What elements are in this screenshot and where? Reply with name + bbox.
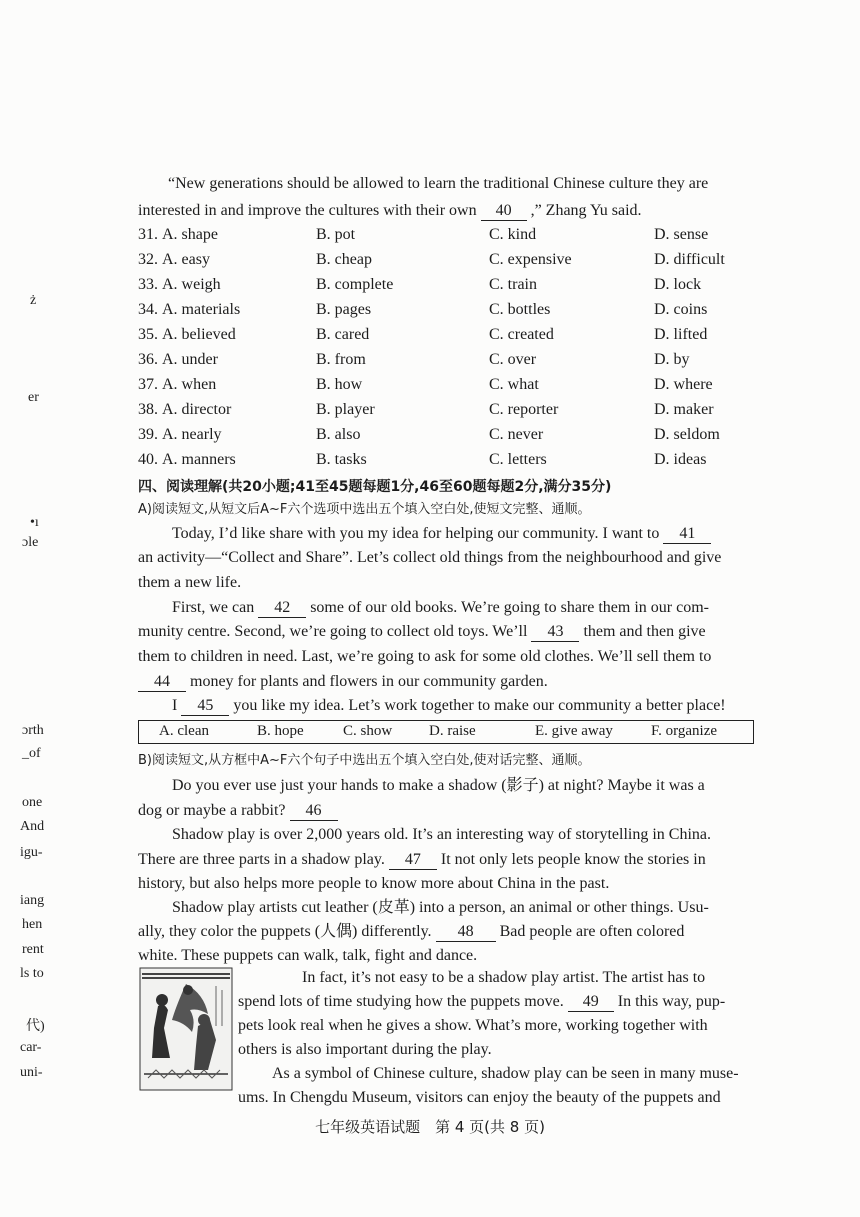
option-d: D. sense [654, 226, 709, 243]
option-a: A. manners [162, 451, 236, 468]
margin-fragment: •ı [30, 515, 39, 530]
question-number: 37. [138, 376, 158, 393]
margin-fragment: car- [20, 1040, 42, 1055]
option-c: C. what [489, 376, 539, 393]
option-a: A. shape [162, 226, 218, 243]
option-c: C. expensive [489, 251, 572, 268]
section-title: 四、阅读理解(共20小题;41至45题每题1分,46至60题每题2分,满分35分) [138, 479, 612, 495]
intro-line-1: “New generations should be allowed to learn the traditional Chinese culture they are [168, 175, 709, 192]
option-d: D. maker [654, 401, 714, 418]
option-c: C. created [489, 326, 554, 343]
intro-text: interested in and improve the cultures with their own [138, 202, 477, 219]
option-d: D. lock [654, 276, 702, 293]
intro-line-2 [138, 201, 642, 221]
passage-b-line: pets look real when he gives a show. What’s more, working together with [238, 1017, 708, 1034]
option-a: A. believed [162, 326, 236, 343]
option-row [138, 251, 758, 273]
blank-42: 42 [258, 599, 306, 618]
question-number: 35. [138, 326, 158, 343]
passage-b-line [138, 922, 684, 942]
choice-item: A. clean [159, 723, 209, 739]
option-d: D. where [654, 376, 713, 393]
passage-a-line [138, 622, 706, 642]
question-number: 33. [138, 276, 158, 293]
option-b: B. complete [316, 276, 394, 293]
passage-a-line [138, 672, 548, 692]
blank-43: 43 [531, 623, 579, 642]
margin-fragment: ż [30, 293, 37, 308]
option-row [138, 301, 758, 323]
option-d: D. difficult [654, 251, 725, 268]
passage-text: munity centre. Second, we’re going to collect old toys. We’ll [138, 623, 528, 640]
margin-fragment: iang [20, 893, 45, 908]
passage-b-line: others is also important during the play. [238, 1041, 492, 1058]
passage-text: First, we can [172, 599, 255, 616]
choice-item: D. raise [429, 723, 476, 739]
passage-text: ally, they color the puppets (人偶) differently. [138, 923, 432, 940]
passage-text: some of our old books. We’re going to share them in our com- [310, 599, 709, 616]
passage-b-line: In fact, it’s not easy to be a shadow play artist. The artist has to [302, 969, 706, 986]
passage-b-line: history, but also helps more people to know more about China in the past. [138, 875, 610, 892]
blank-44: 44 [138, 673, 186, 692]
passage-text: I [172, 697, 178, 714]
option-b: B. also [316, 426, 361, 443]
passage-b-line: As a symbol of Chinese culture, shadow play can be seen in many muse- [272, 1065, 739, 1082]
choice-item: F. organize [651, 723, 718, 739]
option-row [138, 326, 758, 348]
margin-fragment: And [20, 819, 45, 834]
passage-text: them and then give [583, 623, 706, 640]
option-b: B. pot [316, 226, 356, 243]
question-number: 39. [138, 426, 158, 443]
passage-a-line [172, 598, 709, 618]
option-c: C. over [489, 351, 537, 368]
option-b: B. how [316, 376, 363, 393]
section-b-instruction: B)阅读短文,从方框中A~F六个句子中选出五个填入空白处,使对话完整、通顺。 [138, 753, 591, 768]
blank-41: 41 [663, 525, 711, 544]
question-number: 36. [138, 351, 158, 368]
margin-fragment: one [22, 795, 43, 810]
option-a: A. when [162, 376, 217, 393]
option-row [138, 351, 758, 373]
option-b: B. tasks [316, 451, 367, 468]
shadow-play-illustration [138, 966, 234, 1092]
passage-text: dog or maybe a rabbit? [138, 802, 286, 819]
option-row [138, 226, 758, 248]
blank-47: 47 [389, 851, 437, 870]
passage-b-line [138, 850, 706, 870]
option-c: C. kind [489, 226, 537, 243]
option-c: C. letters [489, 451, 547, 468]
option-b: B. pages [316, 301, 372, 318]
choice-item: B. hope [257, 723, 304, 739]
option-row [138, 401, 758, 423]
option-d: D. lifted [654, 326, 708, 343]
passage-b-line: Shadow play artists cut leather (皮革) into a person, an animal or other things. Usu- [172, 899, 709, 916]
margin-fragment: rent [22, 942, 44, 957]
option-d: D. ideas [654, 451, 707, 468]
passage-text: you like my idea. Let’s work together to make our community a better place! [233, 697, 726, 714]
blank-40: 40 [481, 202, 527, 221]
passage-text: It not only lets people know the stories in [440, 851, 706, 868]
margin-fragment: er [28, 390, 39, 405]
passage-text: money for plants and flowers in our community garden. [190, 673, 548, 690]
intro-text: ,” Zhang Yu said. [530, 202, 642, 219]
option-b: B. from [316, 351, 366, 368]
choice-item: C. show [343, 723, 393, 739]
passage-b-line: ums. In Chengdu Museum, visitors can enjoy the beauty of the puppets and [238, 1089, 721, 1106]
option-c: C. never [489, 426, 544, 443]
blank-48: 48 [436, 923, 496, 942]
option-c: C. bottles [489, 301, 551, 318]
option-a: A. director [162, 401, 232, 418]
option-a: A. easy [162, 251, 210, 268]
option-d: D. by [654, 351, 690, 368]
passage-a-line: an activity—“Collect and Share”. Let’s collect old things from the neighbourhood and give [138, 549, 722, 566]
blank-46: 46 [290, 802, 338, 821]
question-number: 38. [138, 401, 158, 418]
passage-b-line [138, 801, 342, 821]
passage-text: There are three parts in a shadow play. [138, 851, 385, 868]
margin-fragment: ɔrth [22, 723, 44, 738]
option-row [138, 426, 758, 448]
passage-text: In this way, pup- [617, 993, 726, 1010]
passage-a-line: them to children in need. Last, we’re going to ask for some old clothes. We’ll sell them to [138, 648, 712, 665]
option-d: D. coins [654, 301, 708, 318]
option-d: D. seldom [654, 426, 720, 443]
option-b: B. player [316, 401, 375, 418]
option-b: B. cared [316, 326, 370, 343]
page-footer: 七年级英语试题 第 4 页(共 8 页) [315, 1118, 545, 1136]
choices-box [138, 720, 754, 744]
option-row [138, 376, 758, 398]
margin-fragment: igu- [20, 845, 43, 860]
section-a-instruction: A)阅读短文,从短文后A~F六个选项中选出五个填入空白处,使短文完整、通顺。 [138, 502, 591, 517]
option-c: C. reporter [489, 401, 559, 418]
option-a: A. nearly [162, 426, 222, 443]
passage-text: Bad people are often colored [499, 923, 685, 940]
margin-fragment: ls to [20, 966, 44, 981]
margin-fragment: hen [22, 917, 43, 932]
question-number: 32. [138, 251, 158, 268]
passage-a-line: them a new life. [138, 574, 242, 591]
passage-text: spend lots of time studying how the puppets move. [238, 993, 564, 1010]
passage-b-line [238, 992, 725, 1012]
option-b: B. cheap [316, 251, 372, 268]
passage-text: Today, I’d like share with you my idea for helping our community. I want to [172, 525, 660, 542]
margin-fragment: 代) [26, 1019, 45, 1034]
margin-fragment: uni- [20, 1065, 43, 1080]
passage-b-line: Do you ever use just your hands to make a shadow (影子) at night? Maybe it was a [172, 777, 705, 794]
passage-a-line [172, 696, 726, 716]
option-a: A. materials [162, 301, 241, 318]
option-c: C. train [489, 276, 537, 293]
option-a: A. weigh [162, 276, 221, 293]
margin-fragment: _of [22, 746, 41, 761]
option-row [138, 276, 758, 298]
margin-fragment: ɔle [22, 535, 39, 550]
passage-a-line [172, 524, 715, 544]
passage-b-line: Shadow play is over 2,000 years old. It’s an interesting way of storytelling in China. [172, 826, 712, 843]
left-margin-bleed [0, 0, 62, 1217]
choice-item: E. give away [535, 723, 613, 739]
blank-49: 49 [568, 993, 614, 1012]
blank-45: 45 [181, 697, 229, 716]
question-number: 31. [138, 226, 158, 243]
option-a: A. under [162, 351, 218, 368]
option-row [138, 451, 758, 473]
question-number: 40. [138, 451, 158, 468]
question-number: 34. [138, 301, 158, 318]
passage-b-line: white. These puppets can walk, talk, fight and dance. [138, 947, 478, 964]
